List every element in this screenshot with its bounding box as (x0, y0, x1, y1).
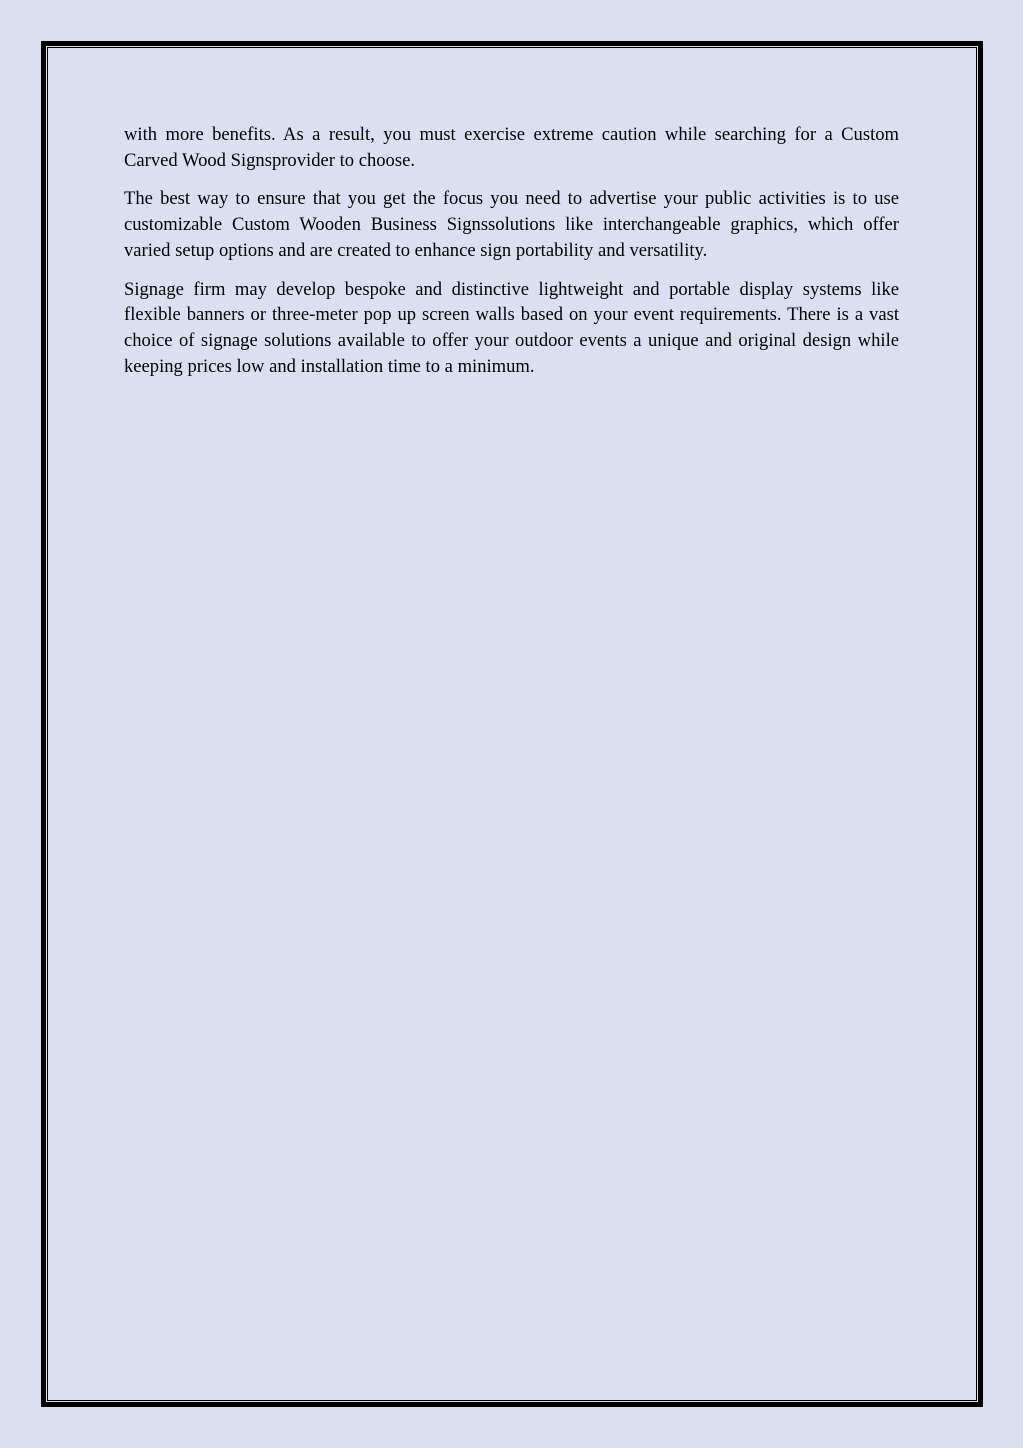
paragraph-1: with more benefits. As a result, you must exercise extreme caution while searching for a Custom Carved Wood Signsprovider to choose. (124, 124, 899, 171)
paragraph-3: Signage firm may develop bespoke and distinctive lightweight and portable display systems like flexible banners or three-meter pop up screen walls based on your event requirements. There is a vast choice of signage solutions available to offer your outdoor events a unique and original design while keeping prices low and installation time to a minimum. (124, 278, 899, 377)
paragraph-2: The best way to ensure that you get the focus you need to advertise your public activities is to use customizable Custom Wooden Business Signssolutions like interchangeable graphics, which offer varied setup options and are created to enhance sign portability and versatility. (124, 188, 899, 261)
document-body (124, 122, 899, 392)
